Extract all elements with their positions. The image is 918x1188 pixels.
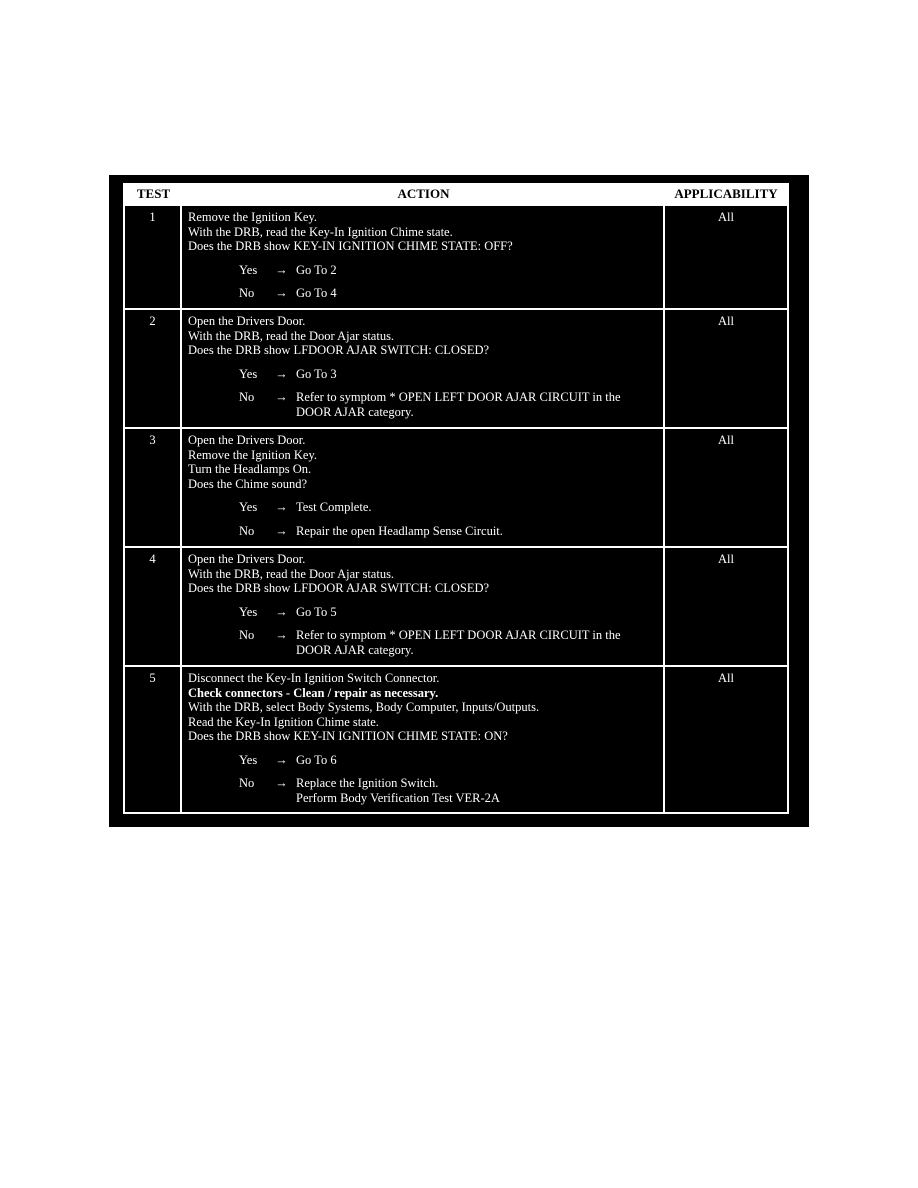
table-row: [125, 427, 787, 546]
right-arrow-icon: →: [275, 628, 288, 642]
action-cell: [182, 548, 665, 665]
action-line: Does the DRB show KEY-IN IGNITION CHIME STATE: ON?: [188, 729, 508, 743]
yes-label: Yes: [239, 500, 258, 514]
no-result-line: Perform Body Verification Test VER-2A: [296, 790, 500, 805]
action-line: Open the Drivers Door.: [188, 433, 306, 447]
yes-branch: [188, 500, 659, 515]
action-line: With the DRB, read the Door Ajar status.: [188, 566, 395, 581]
action-line: Disconnect the Key-In Ignition Switch Connector.: [188, 671, 440, 685]
action-line: Remove the Ignition Key.: [188, 210, 318, 224]
applicability-cell: All: [718, 433, 734, 447]
header-test: TEST: [136, 185, 171, 201]
action-cell: [182, 310, 665, 427]
action-line-bold: Check connectors - Clean / repair as necessary.: [188, 685, 439, 700]
action-line: With the DRB, read the Door Ajar status.: [188, 328, 395, 343]
right-arrow-icon: →: [275, 500, 288, 514]
action-line: With the DRB, select Body Systems, Body Computer, Inputs/Outputs.: [188, 700, 540, 714]
no-result-line: DOOR AJAR category.: [296, 404, 414, 419]
header-applicability: APPLICABILITY: [674, 185, 778, 201]
no-result: [296, 628, 621, 657]
right-arrow-icon: →: [275, 390, 288, 404]
yes-label: Yes: [239, 262, 258, 277]
yes-branch: [188, 605, 659, 620]
yes-result: Go To 5: [296, 604, 337, 619]
action-line: Does the DRB show KEY-IN IGNITION CHIME STATE: OFF?: [188, 239, 513, 253]
no-branch: [188, 524, 659, 539]
action-line: Does the DRB show LFDOOR AJAR SWITCH: CLOSED?: [188, 343, 490, 357]
table-row: [125, 665, 787, 812]
table-row: [125, 204, 787, 308]
action-cell: [182, 667, 665, 812]
no-branch: [188, 628, 659, 657]
no-branch: [188, 286, 659, 301]
applicability-cell: All: [718, 314, 734, 328]
no-result: [296, 776, 500, 805]
action-line: Remove the Ignition Key.: [188, 447, 318, 462]
action-line: Open the Drivers Door.: [188, 314, 306, 328]
yes-label: Yes: [239, 752, 258, 767]
yes-branch: [188, 263, 659, 278]
yes-branch: [188, 753, 659, 768]
action-cell: [182, 206, 665, 308]
diagnostic-test-table: [123, 183, 789, 814]
yes-label: Yes: [239, 366, 258, 381]
applicability-cell: All: [718, 671, 734, 685]
no-result-line: DOOR AJAR category.: [296, 642, 414, 657]
right-arrow-icon: →: [275, 523, 288, 538]
right-arrow-icon: →: [275, 752, 288, 767]
action-line: Turn the Headlamps On.: [188, 462, 312, 476]
applicability-cell: All: [718, 552, 734, 566]
yes-result: Test Complete.: [296, 500, 372, 514]
applicability-cell: All: [718, 210, 734, 224]
no-branch: [188, 776, 659, 805]
no-result: Repair the open Headlamp Sense Circuit.: [296, 523, 503, 538]
table-row: [125, 308, 787, 427]
right-arrow-icon: →: [275, 604, 288, 619]
yes-result: Go To 3: [296, 366, 337, 381]
no-result-line: Replace the Ignition Switch.: [296, 776, 439, 790]
no-label: No: [239, 286, 255, 300]
no-label: No: [239, 776, 255, 790]
test-number: 5: [125, 667, 182, 812]
no-label: No: [239, 390, 255, 404]
test-number: 1: [125, 206, 182, 308]
yes-label: Yes: [239, 604, 258, 619]
no-branch: [188, 390, 659, 419]
yes-result: Go To 6: [296, 752, 337, 767]
action-line: Read the Key-In Ignition Chime state.: [188, 714, 379, 729]
action-cell: [182, 429, 665, 546]
right-arrow-icon: →: [275, 286, 288, 300]
test-number: 3: [125, 429, 182, 546]
diagnostic-table-frame: [109, 175, 809, 827]
no-result-line: Refer to symptom * OPEN LEFT DOOR AJAR CIRCUIT in the: [296, 628, 621, 642]
right-arrow-icon: →: [275, 366, 288, 381]
action-line: With the DRB, read the Key-In Ignition Chime state.: [188, 224, 453, 239]
action-line: Open the Drivers Door.: [188, 552, 306, 566]
action-line: Does the DRB show LFDOOR AJAR SWITCH: CLOSED?: [188, 581, 490, 595]
action-line: Does the Chime sound?: [188, 476, 308, 491]
no-label: No: [239, 628, 255, 642]
no-result: Go To 4: [296, 286, 337, 300]
test-number: 4: [125, 548, 182, 665]
right-arrow-icon: →: [275, 776, 288, 790]
no-result-line: Refer to symptom * OPEN LEFT DOOR AJAR CIRCUIT in the: [296, 390, 621, 404]
header-action: ACTION: [397, 185, 450, 201]
table-row: [125, 546, 787, 665]
no-result: [296, 390, 621, 419]
right-arrow-icon: →: [275, 262, 288, 277]
table-header: [125, 183, 787, 204]
no-label: No: [239, 523, 255, 538]
yes-branch: [188, 367, 659, 382]
yes-result: Go To 2: [296, 262, 337, 277]
test-number: 2: [125, 310, 182, 427]
